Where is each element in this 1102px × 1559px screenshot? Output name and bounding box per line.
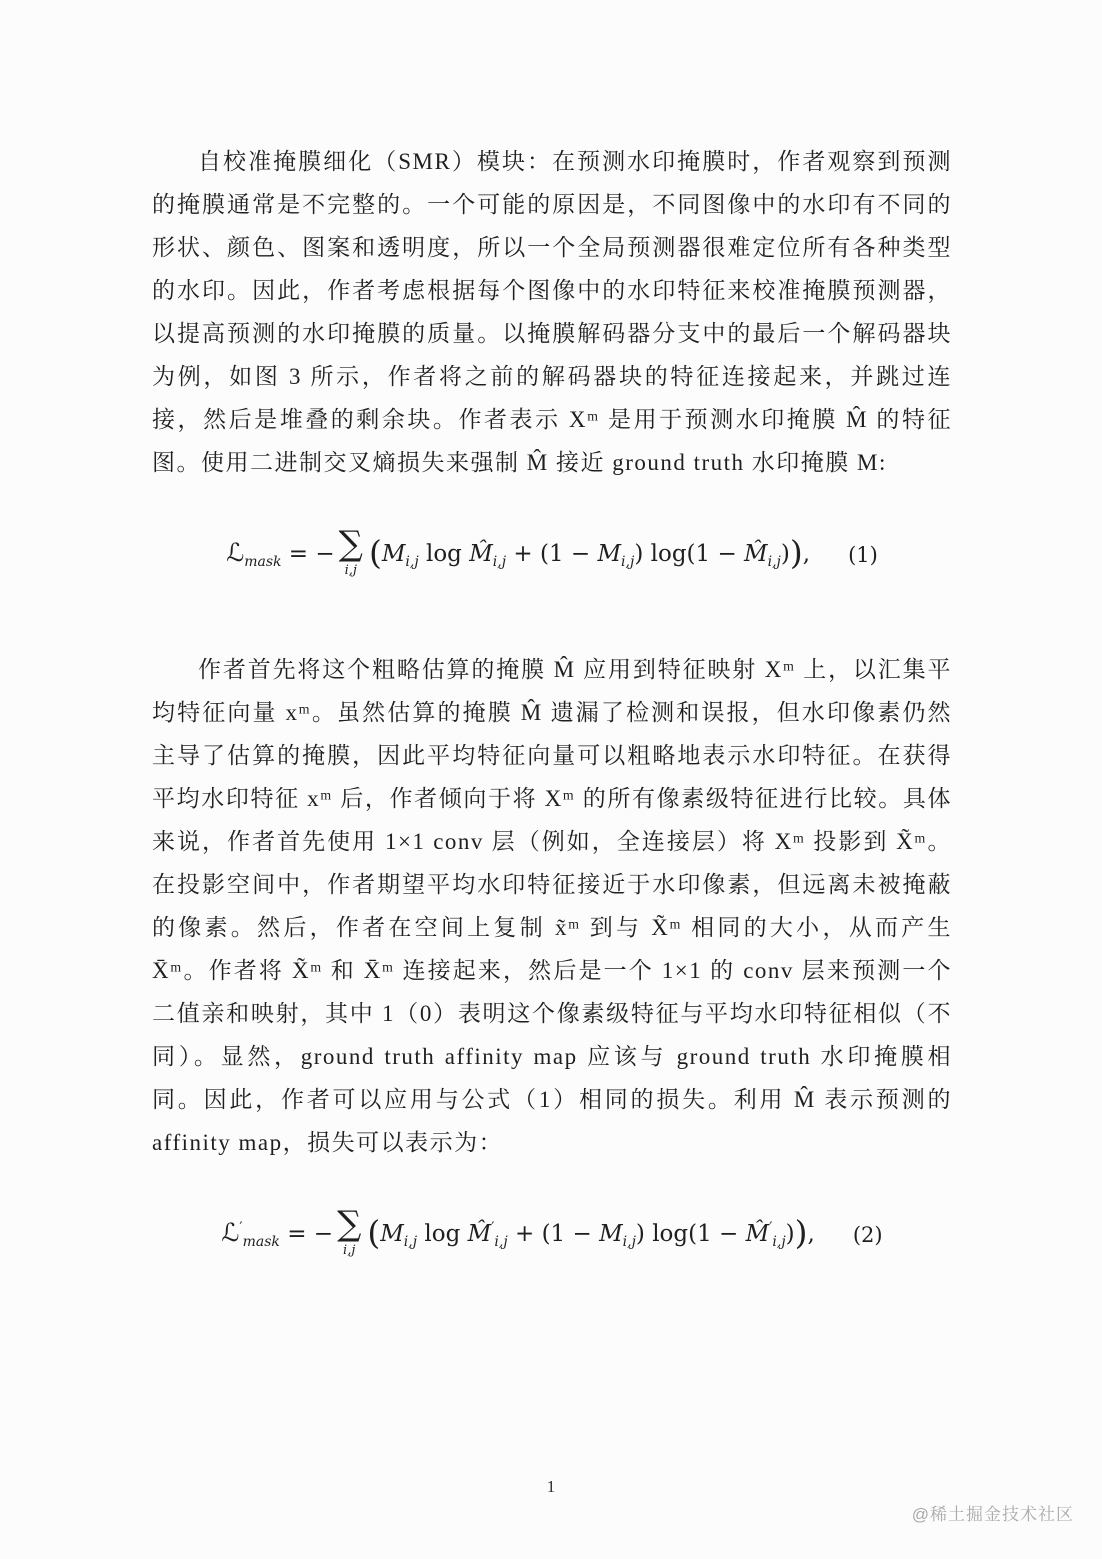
formula-segment: ′ [769,1220,773,1236]
formula-segment: i,j [494,1234,508,1250]
formula-segment: M̂ [469,541,493,567]
formula-segment: ′ [491,1220,495,1236]
paragraph-affinity-map: 作者首先将这个粗略估算的掩膜 M̂ 应用到特征映射 Xᵐ 上，以汇集平均特征向量 xᵐ。虽然估算的掩膜 M̂ 遗漏了检测和误报，但水印像素仍然主导了估算的掩膜，因此平均特征向量可以粗略地表示水印特征。在获得平均水印特征 xᵐ 后，作者倾向于将 Xᵐ 的所有像素级特征进行比较。具体来说，作者首先使用 1×1 conv 层（例如，全连接层）将 Xᵐ 投影到 X̃ᵐ。在投影空间中，作者期望平均水印特征接近于水印像素，但远离未被掩蔽的像素。然后，作者在空间上复制 x̃ᵐ 到与 X̃ᵐ 相同的大小，从而产生 X̄ᵐ。作者将 X̃ᵐ 和 X̄ᵐ 连接起来，然后是一个 1×1 的 conv 层来预测一个二值亲和映射，其中 1（0）表明这个像素级特征与平均水印特征相似（不同）。显然，ground truth affinity map 应该与 ground truth 水印掩膜相同。因此，作者可以应用与公式（1）相同的损失。利用 M̂ 表示预测的 affinity map，损失可以表示为： [152,657,952,1155]
formula-segment: ( [367,1212,381,1252]
formula-segment: i,j [405,554,419,570]
formula-segment: ′ [239,1220,243,1236]
formula-segment: + (1 − [506,541,598,567]
formula-segment: ) [785,1221,795,1247]
watermark-badge: @稀土掘金技术社区 [911,1505,1074,1524]
formula-segment: ) [794,1212,808,1252]
formula-affinity-loss [221,1204,815,1260]
formula-segment: M [599,1221,623,1247]
formula-segment: , [807,1221,815,1247]
equation-number-2: (2) [852,1223,883,1247]
formula-segment: M [380,1221,404,1247]
formula-segment: i,j [492,554,507,570]
formula-segment: ∑ i,j [338,524,363,578]
formula-segment: i,j [767,554,781,570]
formula-segment: ) [780,541,790,567]
formula-segment: M̂ [744,541,768,567]
formula-segment: i,j [622,1234,636,1250]
formula-segment: ) [789,532,803,572]
formula-segment: = − [279,1221,334,1247]
equation-number-1: (1) [848,543,878,567]
formula-segment: mask [244,554,282,570]
formula-segment: ℒ [221,1218,240,1247]
paragraph-smr-intro: 自校准掩膜细化（SMR）模块：在预测水印掩膜时，作者观察到预测的掩膜通常是不完整的。一个可能的原因是，不同图像中的水印有不同的形状、颜色、图案和透明度，所以一个全局预测器很难定位所有各种类型的水印。因此，作者考虑根据每个图像中的水印特征来校准掩膜预测器，以提高预测的水印掩膜的质量。以掩膜解码器分支中的最后一个解码器块为例，如图 3 所示，作者将之前的解码器块的特征连接起来，并跳过连接，然后是堆叠的剩余块。作者表示 Xᵐ 是用于预测水印掩膜 M̂ 的特征图。使用二进制交叉熵损失来强制 M̂ 接近 ground truth 水印掩膜 M: [152,149,952,475]
formula-segment: i,j [772,1234,786,1250]
formula-segment: log [417,1221,468,1247]
formula-mask-loss [226,524,811,580]
equation-1 [152,524,952,580]
formula-segment: , [802,541,811,567]
equation-2 [152,1204,952,1260]
formula-segment: + (1 − [507,1221,600,1247]
formula-segment: i,j [621,554,635,570]
formula-segment: i,j [403,1234,418,1250]
formula-segment: M [381,541,406,567]
formula-segment: ℒ [226,538,245,567]
formula-segment: ) log(1 − [634,541,745,567]
formula-segment: = − [281,541,335,567]
formula-segment: ∑ i,j [337,1204,362,1258]
formula-segment: ( [368,532,382,572]
formula-segment: ) log(1 − [635,1221,746,1247]
formula-segment: M [597,541,622,567]
formula-segment: M̂ [745,1221,770,1247]
formula-segment: M̂ [467,1221,492,1247]
formula-segment: mask [242,1234,280,1250]
page-number: 1 [546,1477,556,1496]
formula-segment: log [418,541,470,567]
